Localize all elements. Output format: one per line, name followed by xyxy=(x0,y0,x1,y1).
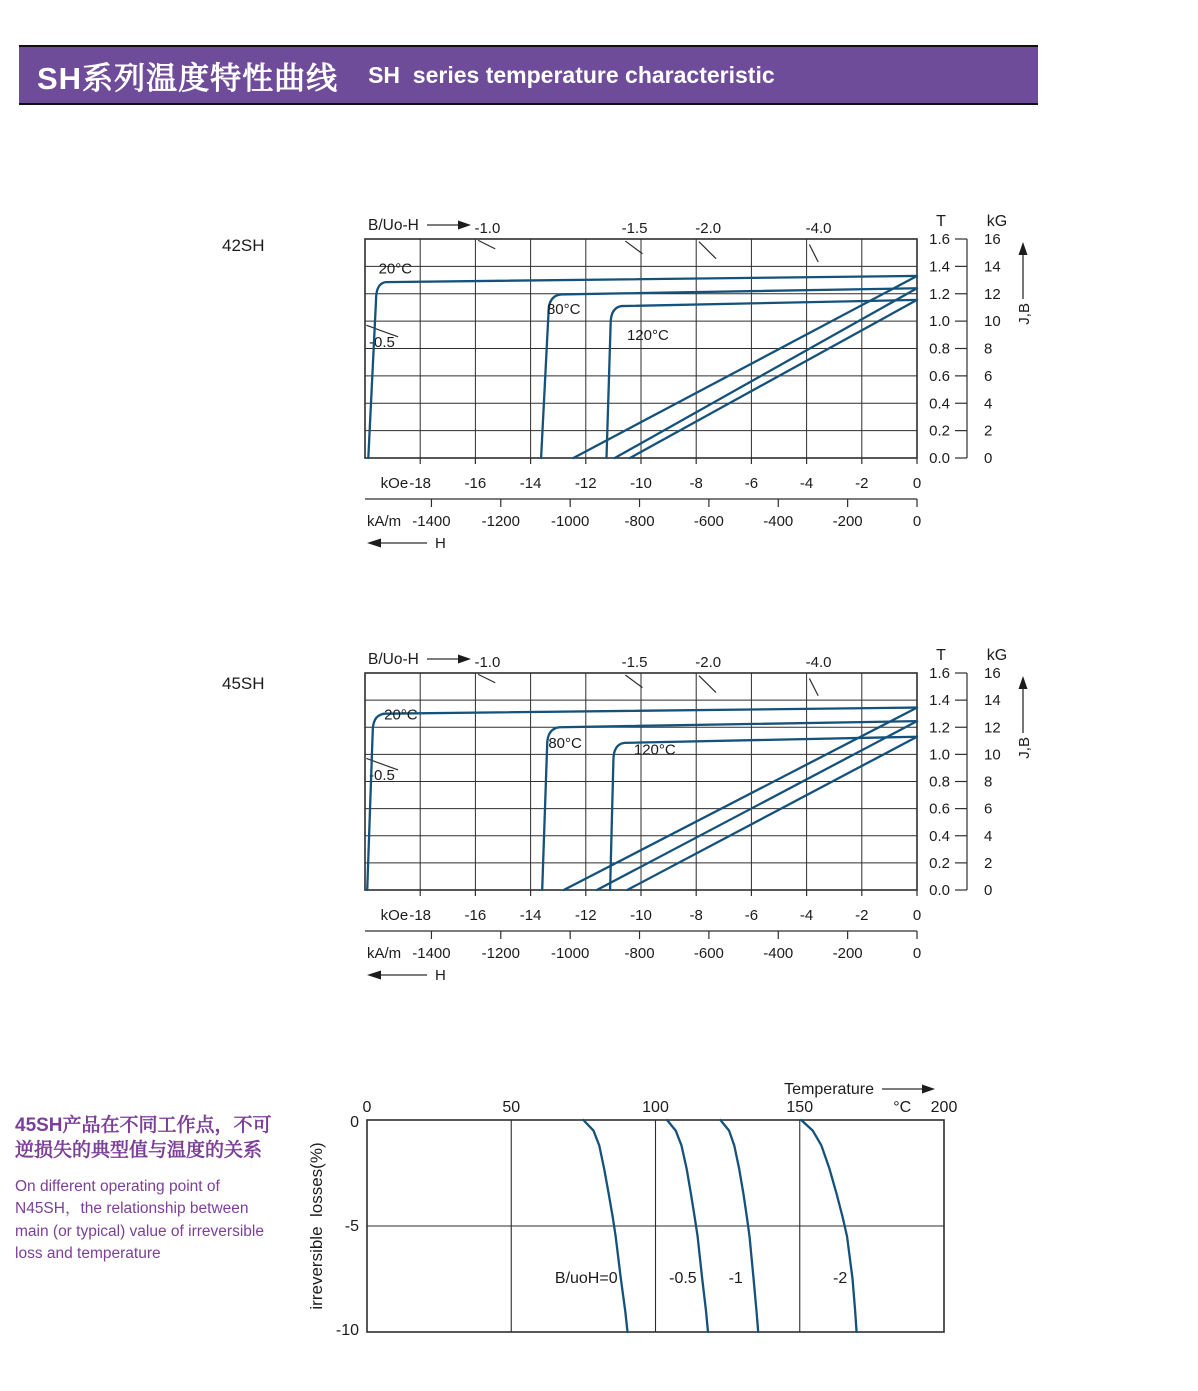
load-line-tick xyxy=(625,241,642,254)
koe-tick-label: -8 xyxy=(689,475,703,492)
kg-scale-label: 2 xyxy=(984,854,993,872)
y-axis-title: irreversible losses(%) xyxy=(307,1142,326,1310)
kam-tick-label: -1400 xyxy=(412,945,451,962)
t-scale-label: 1.6 xyxy=(929,231,950,248)
load-line-tick xyxy=(699,676,716,693)
bh-chart-42sh xyxy=(365,213,1033,552)
kam-tick-label: 0 xyxy=(912,513,922,530)
koe-tick-label: -6 xyxy=(744,907,759,924)
kg-scale-label: 12 xyxy=(984,719,1001,737)
x-tick-label: 0 xyxy=(362,1099,372,1116)
kg-scale-label: 16 xyxy=(984,665,1001,682)
t-scale-label: 0.6 xyxy=(929,367,950,385)
y-tick-label: 0 xyxy=(350,1114,359,1131)
koe-tick-label: -4 xyxy=(799,907,814,924)
t-scale-label: 0.2 xyxy=(929,854,950,872)
kam-tick-label: 0 xyxy=(912,945,922,962)
kg-scale-label: 6 xyxy=(984,800,993,818)
kam-tick-label: -400 xyxy=(763,513,794,530)
series-label: 80°C xyxy=(546,300,581,318)
load-line-tick xyxy=(699,242,716,259)
loss-chart xyxy=(307,1081,957,1339)
koe-tick-label: -8 xyxy=(689,907,703,924)
t-scale-label: 0.2 xyxy=(929,422,950,440)
koe-unit-label: kOe xyxy=(380,907,409,924)
load-line-label: -1.0 xyxy=(474,654,501,671)
loss-curve-label: B/uoH=0 xyxy=(554,1269,618,1287)
kg-scale-label: 8 xyxy=(984,340,993,358)
load-line-tick xyxy=(478,674,495,682)
kg-scale-header: kG xyxy=(986,647,1008,664)
bh-axis-title: B/Uo-H xyxy=(368,217,419,234)
koe-tick-label: 0 xyxy=(912,907,922,924)
loss-curve-label: -1 xyxy=(728,1269,743,1287)
caption-en-line: N45SH，the relationship between xyxy=(15,1200,249,1218)
caption-zh-line: 逆损失的典型值与温度的关系 xyxy=(15,1140,263,1161)
load-line-label: -1.5 xyxy=(621,220,648,237)
kg-scale-label: 10 xyxy=(984,746,1001,764)
page-title-en: SH series temperature characteristic xyxy=(368,61,775,88)
koe-tick-label: -12 xyxy=(574,475,597,492)
load-line-label: -1.5 xyxy=(621,654,648,671)
koe-unit-label: kOe xyxy=(380,475,409,492)
load-line-label: -2.0 xyxy=(695,654,722,671)
temp-axis-label: Temperature xyxy=(784,1081,874,1098)
temp-arrow-head xyxy=(922,1085,935,1094)
koe-tick-label: -2 xyxy=(855,475,869,492)
kg-scale-header: kG xyxy=(986,213,1008,230)
kg-scale-label: 0 xyxy=(984,450,993,467)
series-label: 80°C xyxy=(548,734,582,752)
kam-tick-label: -1000 xyxy=(550,513,590,530)
kam-tick-label: -1200 xyxy=(481,513,520,530)
j-curve-80°C xyxy=(541,288,917,458)
kam-tick-label: -200 xyxy=(832,513,863,530)
load-line-label: -0.5 xyxy=(369,334,395,352)
h-axis-arrow-head xyxy=(367,971,381,980)
chart-grade-label-45sh: 45SH xyxy=(222,674,265,693)
caption-en-line: On different operating point of xyxy=(15,1178,220,1195)
kam-tick-label: -600 xyxy=(693,945,724,962)
t-scale-label: 1.2 xyxy=(929,719,950,737)
jb-arrow-head xyxy=(1019,676,1028,689)
t-scale-header: T xyxy=(936,213,946,230)
koe-tick-label: -4 xyxy=(799,475,814,492)
kg-scale-label: 2 xyxy=(984,422,993,440)
load-line-label: -0.5 xyxy=(369,767,395,785)
bh-title-arrow-head xyxy=(458,655,471,664)
jb-axis-label: J,B xyxy=(1016,737,1033,759)
x-tick-label: 150 xyxy=(786,1099,814,1116)
kam-tick-label: -800 xyxy=(624,945,655,962)
kg-scale-label: 10 xyxy=(984,313,1001,331)
load-line-tick xyxy=(809,678,818,695)
koe-tick-label: -6 xyxy=(744,475,759,492)
t-scale-label: 1.2 xyxy=(929,285,950,303)
kg-scale-label: 14 xyxy=(984,692,1001,710)
load-line-tick xyxy=(478,240,495,248)
koe-tick-label: -2 xyxy=(855,907,869,924)
koe-tick-label: 0 xyxy=(912,475,922,492)
koe-tick-label: -10 xyxy=(630,475,652,492)
x-tick-label: 50 xyxy=(502,1099,521,1116)
series-label: 120°C xyxy=(633,741,676,759)
kam-tick-label: -400 xyxy=(763,945,794,962)
chart-grade-label-42sh: 42SH xyxy=(222,236,265,255)
x-unit-label: °C xyxy=(893,1099,912,1116)
kam-unit-label: kA/m xyxy=(367,513,402,530)
jb-arrow-head xyxy=(1019,242,1028,255)
koe-tick-label: -18 xyxy=(409,475,432,492)
t-scale-label: 1.6 xyxy=(929,665,950,682)
koe-tick-label: -14 xyxy=(519,907,542,924)
t-scale-label: 1.4 xyxy=(929,258,950,276)
koe-tick-label: -16 xyxy=(464,907,487,924)
load-line-tick xyxy=(809,244,818,262)
kg-scale-label: 8 xyxy=(984,773,993,791)
kg-scale-label: 4 xyxy=(984,395,993,413)
kam-tick-label: -600 xyxy=(693,513,724,530)
h-axis-arrow-head xyxy=(367,539,381,548)
kam-tick-label: -1400 xyxy=(412,513,451,530)
t-scale-header: T xyxy=(936,647,946,664)
series-label: 120°C xyxy=(626,326,669,344)
koe-tick-label: -12 xyxy=(574,907,597,924)
caption-en-line: main (or typical) value of irreversible xyxy=(15,1222,264,1240)
y-tick-label: -5 xyxy=(344,1218,359,1235)
t-scale-label: 0.4 xyxy=(929,827,950,845)
jb-axis-label: J,B xyxy=(1016,303,1033,325)
bh-axis-title: B/Uo-H xyxy=(368,651,419,668)
t-scale-label: 0.6 xyxy=(929,800,950,818)
y-tick-label: -10 xyxy=(335,1322,359,1339)
koe-tick-label: -16 xyxy=(464,475,487,492)
kam-tick-label: -800 xyxy=(624,513,655,530)
series-label: 20°C xyxy=(384,706,418,724)
t-scale-label: 1.4 xyxy=(929,692,950,710)
bh-title-arrow-head xyxy=(458,221,471,230)
t-scale-label: 0.8 xyxy=(929,773,950,791)
load-line-label: -4.0 xyxy=(805,654,832,671)
t-scale-label: 0.8 xyxy=(929,340,950,358)
loss-curve-label: -0.5 xyxy=(669,1269,697,1287)
b-curve-120°C xyxy=(630,300,917,458)
b-curve-120°C xyxy=(627,737,917,890)
h-axis-label: H xyxy=(435,967,446,984)
koe-tick-label: -18 xyxy=(409,907,432,924)
kg-scale-label: 14 xyxy=(984,258,1001,276)
koe-tick-label: -10 xyxy=(630,907,652,924)
t-scale-label: 1.0 xyxy=(929,313,950,331)
h-axis-label: H xyxy=(435,535,446,552)
kg-scale-label: 0 xyxy=(984,882,993,899)
load-line-label: -1.0 xyxy=(474,220,501,237)
t-scale-label: 0.4 xyxy=(929,395,950,413)
page-title-zh: SH系列温度特性曲线 xyxy=(37,60,339,96)
kg-scale-label: 16 xyxy=(984,231,1001,248)
kg-scale-label: 12 xyxy=(984,285,1001,303)
bh-chart-45sh xyxy=(365,647,1033,984)
series-label: 20°C xyxy=(378,260,413,278)
loss-curve-label: -2 xyxy=(833,1269,848,1287)
j-curve-120°C xyxy=(607,300,918,458)
kam-tick-label: -1200 xyxy=(481,945,520,962)
caption-zh-line: 45SH产品在不同工作点，不可 xyxy=(15,1115,272,1136)
x-tick-label: 200 xyxy=(930,1099,958,1116)
b-curve-80°C xyxy=(615,288,917,458)
t-scale-label: 0.0 xyxy=(929,882,950,899)
load-line-label: -4.0 xyxy=(805,220,832,237)
x-tick-label: 100 xyxy=(642,1099,669,1116)
koe-tick-label: -14 xyxy=(519,475,542,492)
kam-tick-label: -1000 xyxy=(550,945,590,962)
kam-tick-label: -200 xyxy=(832,945,863,962)
kam-unit-label: kA/m xyxy=(367,945,402,962)
load-line-tick xyxy=(625,675,642,688)
t-scale-label: 1.0 xyxy=(929,746,950,764)
t-scale-label: 0.0 xyxy=(929,450,950,467)
caption-en-line: loss and temperature xyxy=(15,1245,161,1263)
kg-scale-label: 4 xyxy=(984,827,993,845)
kg-scale-label: 6 xyxy=(984,367,993,385)
load-line-label: -2.0 xyxy=(695,220,722,237)
j-curve-120°C xyxy=(610,737,917,890)
